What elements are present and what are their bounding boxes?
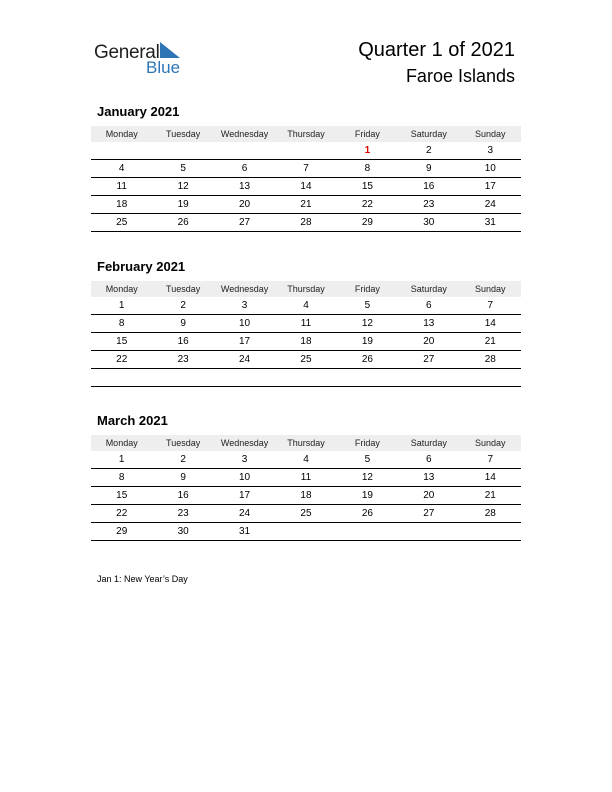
week-row <box>91 451 521 469</box>
day-cell <box>152 369 213 387</box>
day-cell: 4 <box>275 451 336 469</box>
weekday-header: Sunday <box>460 435 521 451</box>
day-cell: 22 <box>337 196 398 214</box>
weekday-header: Wednesday <box>214 126 275 142</box>
day-cell: 3 <box>214 297 275 315</box>
day-cell: 30 <box>152 523 213 541</box>
day-cell: 12 <box>337 469 398 487</box>
day-cell: 26 <box>152 214 213 232</box>
day-cell <box>91 369 152 387</box>
day-cell: 24 <box>460 196 521 214</box>
day-cell: 6 <box>398 451 459 469</box>
day-cell: 8 <box>337 160 398 178</box>
day-cell: 7 <box>275 160 336 178</box>
day-cell <box>275 523 336 541</box>
day-cell: 31 <box>460 214 521 232</box>
day-cell: 4 <box>275 297 336 315</box>
day-cell: 17 <box>214 333 275 351</box>
day-cell: 29 <box>337 214 398 232</box>
day-cell: 14 <box>275 178 336 196</box>
day-cell: 20 <box>398 487 459 505</box>
day-cell: 23 <box>152 505 213 523</box>
weekday-header: Thursday <box>275 281 336 297</box>
calendar-table <box>91 435 521 541</box>
day-cell: 16 <box>152 487 213 505</box>
weekday-header: Saturday <box>398 435 459 451</box>
day-cell <box>460 369 521 387</box>
day-cell: 1 <box>91 297 152 315</box>
month-january <box>91 104 521 232</box>
day-cell: 8 <box>91 469 152 487</box>
logo-text-blue: Blue <box>146 58 181 77</box>
day-cell: 23 <box>152 351 213 369</box>
day-cell: 19 <box>152 196 213 214</box>
day-cell: 21 <box>460 487 521 505</box>
day-cell: 18 <box>275 487 336 505</box>
day-cell: 11 <box>275 469 336 487</box>
day-cell: 11 <box>275 315 336 333</box>
month-title: March 2021 <box>97 413 168 428</box>
calendar-table <box>91 126 521 232</box>
weekday-header: Wednesday <box>214 281 275 297</box>
day-cell: 9 <box>152 469 213 487</box>
day-cell: 21 <box>275 196 336 214</box>
month-march <box>91 413 521 541</box>
day-cell: 16 <box>398 178 459 196</box>
day-cell: 28 <box>460 351 521 369</box>
day-cell: 11 <box>91 178 152 196</box>
day-cell: 25 <box>275 505 336 523</box>
day-cell: 3 <box>214 451 275 469</box>
day-cell: 22 <box>91 351 152 369</box>
page-subtitle: Faroe Islands <box>405 66 515 86</box>
day-cell: 10 <box>214 469 275 487</box>
week-row <box>91 178 521 196</box>
weekday-header: Thursday <box>275 435 336 451</box>
week-row <box>91 196 521 214</box>
week-row <box>91 369 521 387</box>
day-cell: 18 <box>275 333 336 351</box>
day-cell: 12 <box>152 178 213 196</box>
day-cell <box>152 142 213 160</box>
weekday-header: Thursday <box>275 126 336 142</box>
day-cell: 1 <box>337 142 398 160</box>
day-cell: 10 <box>214 315 275 333</box>
day-cell <box>214 369 275 387</box>
day-cell: 15 <box>337 178 398 196</box>
day-cell: 13 <box>398 315 459 333</box>
day-cell: 13 <box>398 469 459 487</box>
day-cell <box>460 523 521 541</box>
day-cell: 19 <box>337 487 398 505</box>
weekday-header: Monday <box>91 126 152 142</box>
day-cell <box>275 142 336 160</box>
day-cell: 24 <box>214 351 275 369</box>
month-title: February 2021 <box>97 259 186 274</box>
weekday-header: Wednesday <box>214 435 275 451</box>
week-row <box>91 297 521 315</box>
day-cell: 5 <box>152 160 213 178</box>
day-cell <box>275 369 336 387</box>
day-cell: 22 <box>91 505 152 523</box>
day-cell: 29 <box>91 523 152 541</box>
day-cell: 1 <box>91 451 152 469</box>
day-cell: 15 <box>91 487 152 505</box>
week-row <box>91 469 521 487</box>
day-cell: 5 <box>337 297 398 315</box>
day-cell: 3 <box>460 142 521 160</box>
day-cell <box>337 369 398 387</box>
holiday-note: Jan 1: New Year’s Day <box>97 574 188 584</box>
day-cell: 26 <box>337 351 398 369</box>
day-cell: 21 <box>460 333 521 351</box>
weekday-header: Friday <box>337 126 398 142</box>
weekday-header: Monday <box>91 435 152 451</box>
weekday-header: Monday <box>91 281 152 297</box>
day-cell: 9 <box>398 160 459 178</box>
day-cell: 24 <box>214 505 275 523</box>
day-cell: 20 <box>398 333 459 351</box>
week-row <box>91 333 521 351</box>
day-cell: 12 <box>337 315 398 333</box>
day-cell: 9 <box>152 315 213 333</box>
week-row <box>91 142 521 160</box>
weekday-header: Saturday <box>398 126 459 142</box>
day-cell: 23 <box>398 196 459 214</box>
day-cell: 14 <box>460 469 521 487</box>
week-row <box>91 487 521 505</box>
page-title: Quarter 1 of 2021 <box>358 39 515 61</box>
day-cell <box>91 142 152 160</box>
day-cell: 27 <box>398 505 459 523</box>
week-row <box>91 523 521 541</box>
day-cell <box>214 142 275 160</box>
day-cell: 25 <box>275 351 336 369</box>
day-cell: 27 <box>398 351 459 369</box>
day-cell: 5 <box>337 451 398 469</box>
day-cell: 26 <box>337 505 398 523</box>
day-cell: 13 <box>214 178 275 196</box>
day-cell: 19 <box>337 333 398 351</box>
day-cell: 16 <box>152 333 213 351</box>
weekday-header: Sunday <box>460 126 521 142</box>
month-title: January 2021 <box>97 104 180 119</box>
weekday-header: Sunday <box>460 281 521 297</box>
day-cell: 6 <box>214 160 275 178</box>
weekday-header: Saturday <box>398 281 459 297</box>
week-row <box>91 214 521 232</box>
day-cell: 17 <box>214 487 275 505</box>
logo <box>94 40 204 82</box>
calendar-table <box>91 281 521 387</box>
day-cell: 2 <box>398 142 459 160</box>
week-row <box>91 315 521 333</box>
day-cell: 7 <box>460 451 521 469</box>
day-cell <box>398 523 459 541</box>
day-cell: 28 <box>275 214 336 232</box>
logo-text-general: General <box>94 42 160 63</box>
day-cell: 27 <box>214 214 275 232</box>
day-cell: 15 <box>91 333 152 351</box>
day-cell: 14 <box>460 315 521 333</box>
weekday-header: Friday <box>337 435 398 451</box>
day-cell: 7 <box>460 297 521 315</box>
weekday-header: Friday <box>337 281 398 297</box>
day-cell <box>337 523 398 541</box>
weekday-header: Tuesday <box>152 281 213 297</box>
day-cell: 4 <box>91 160 152 178</box>
day-cell: 28 <box>460 505 521 523</box>
day-cell <box>398 369 459 387</box>
day-cell: 8 <box>91 315 152 333</box>
weekday-header: Tuesday <box>152 435 213 451</box>
day-cell: 30 <box>398 214 459 232</box>
month-february <box>91 259 521 387</box>
week-row <box>91 160 521 178</box>
weekday-header: Tuesday <box>152 126 213 142</box>
day-cell: 2 <box>152 451 213 469</box>
week-row <box>91 505 521 523</box>
day-cell: 10 <box>460 160 521 178</box>
day-cell: 2 <box>152 297 213 315</box>
day-cell: 6 <box>398 297 459 315</box>
day-cell: 18 <box>91 196 152 214</box>
day-cell: 17 <box>460 178 521 196</box>
week-row <box>91 351 521 369</box>
day-cell: 31 <box>214 523 275 541</box>
day-cell: 25 <box>91 214 152 232</box>
day-cell: 20 <box>214 196 275 214</box>
logo-triangle-icon <box>160 42 182 58</box>
